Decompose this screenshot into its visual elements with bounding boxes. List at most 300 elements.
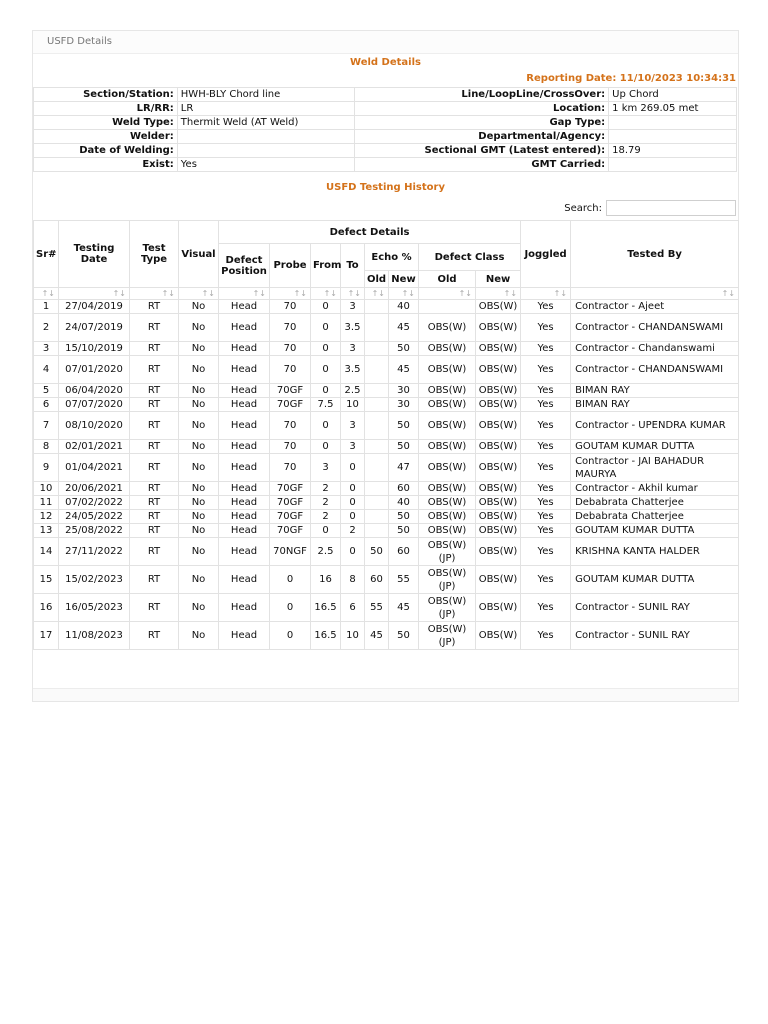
cell-test-type: RT [130,538,179,566]
detail-value [609,116,737,130]
cell-probe: 70GF [270,496,311,510]
cell-to: 8 [341,566,365,594]
col-testing-date[interactable]: Testing Date [59,221,130,288]
cell-echo-new: 45 [389,356,419,384]
cell-to: 10 [341,398,365,412]
cell-test-type: RT [130,412,179,440]
weld-details-table [33,87,737,172]
cell-test-type: RT [130,510,179,524]
cell-from: 16 [311,566,341,594]
cell-echo-new: 30 [389,384,419,398]
cell-to: 6 [341,594,365,622]
col-echo-new[interactable]: New [389,271,419,288]
cell-to: 10 [341,622,365,650]
detail-label: Departmental/Agency: [354,130,609,144]
panel-footer [33,688,738,701]
cell-tested-by: Contractor - CHANDANSWAMI [571,356,739,384]
col-class-new[interactable]: New [476,271,521,288]
cell-visual: No [179,454,219,482]
cell-sr: 13 [34,524,59,538]
cell-test-type: RT [130,342,179,356]
cell-defect-position: Head [219,538,270,566]
cell-sr: 1 [34,300,59,314]
cell-tested-by: Contractor - JAI BAHADUR MAURYA [571,454,739,482]
weld-details-title: Weld Details [350,57,421,68]
col-from[interactable]: From [311,244,341,288]
cell-sr: 17 [34,622,59,650]
cell-tested-by: Debabrata Chatterjee [571,510,739,524]
cell-joggled: Yes [521,622,571,650]
cell-class-new: OBS(W) [476,398,521,412]
cell-echo-new: 50 [389,342,419,356]
col-sr[interactable]: Sr# [34,221,59,288]
cell-class-old: OBS(W) (JP) [419,538,476,566]
table-row [34,440,739,454]
cell-to: 3 [341,412,365,440]
detail-value: Up Chord [609,88,737,102]
cell-tested-by: Contractor - Ajeet [571,300,739,314]
cell-testing-date: 24/07/2019 [59,314,130,342]
sort-icon[interactable]: ↑↓ [365,288,389,300]
detail-value: 18.79 [609,144,737,158]
sort-icon[interactable]: ↑↓ [419,288,476,300]
cell-from: 2 [311,482,341,496]
table-row [34,398,739,412]
cell-sr: 5 [34,384,59,398]
cell-visual: No [179,314,219,342]
detail-row [34,158,737,172]
cell-echo-new: 30 [389,398,419,412]
cell-tested-by: Contractor - SUNIL RAY [571,622,739,650]
cell-class-old: OBS(W) [419,510,476,524]
cell-defect-position: Head [219,356,270,384]
cell-from: 0 [311,524,341,538]
cell-visual: No [179,524,219,538]
detail-value: Yes [177,158,354,172]
cell-testing-date: 27/11/2022 [59,538,130,566]
cell-visual: No [179,300,219,314]
cell-echo-new: 47 [389,454,419,482]
cell-defect-position: Head [219,524,270,538]
cell-defect-position: Head [219,454,270,482]
table-row [34,538,739,566]
cell-class-new: OBS(W) [476,314,521,342]
detail-value: LR [177,102,354,116]
cell-from: 0 [311,440,341,454]
col-defect-position[interactable]: Defect Position [219,244,270,288]
cell-echo-old: 55 [365,594,389,622]
cell-class-new: OBS(W) [476,622,521,650]
cell-sr: 15 [34,566,59,594]
cell-sr: 3 [34,342,59,356]
detail-row [34,88,737,102]
cell-class-old: OBS(W) [419,314,476,342]
sort-icon[interactable]: ↑↓ [571,288,739,300]
cell-from: 7.5 [311,398,341,412]
cell-echo-old [365,524,389,538]
col-tested-by[interactable]: Tested By [571,221,739,288]
cell-class-new: OBS(W) [476,524,521,538]
cell-joggled: Yes [521,496,571,510]
cell-class-new: OBS(W) [476,412,521,440]
cell-class-new: OBS(W) [476,300,521,314]
cell-from: 0 [311,384,341,398]
cell-echo-old [365,398,389,412]
cell-class-old: OBS(W) [419,524,476,538]
cell-tested-by: Contractor - Akhil kumar [571,482,739,496]
cell-to: 0 [341,538,365,566]
cell-class-old: OBS(W) [419,384,476,398]
cell-sr: 7 [34,412,59,440]
table-row [34,566,739,594]
detail-value: 1 km 269.05 met [609,102,737,116]
cell-echo-new: 50 [389,440,419,454]
cell-probe: 70 [270,300,311,314]
cell-to: 2 [341,524,365,538]
table-row [34,314,739,342]
detail-value [177,130,354,144]
cell-to: 3 [341,300,365,314]
detail-label: Line/LoopLine/CrossOver: [354,88,609,102]
cell-visual: No [179,412,219,440]
cell-testing-date: 07/01/2020 [59,356,130,384]
sort-icon[interactable]: ↑↓ [270,288,311,300]
cell-defect-position: Head [219,314,270,342]
cell-sr: 12 [34,510,59,524]
table-row [34,384,739,398]
cell-joggled: Yes [521,300,571,314]
cell-class-new: OBS(W) [476,594,521,622]
cell-joggled: Yes [521,342,571,356]
usfd-details-panel [32,30,739,702]
cell-test-type: RT [130,622,179,650]
cell-sr: 2 [34,314,59,342]
cell-echo-new: 55 [389,566,419,594]
cell-tested-by: KRISHNA KANTA HALDER [571,538,739,566]
cell-class-old: OBS(W) [419,496,476,510]
cell-defect-position: Head [219,412,270,440]
detail-label: Weld Type: [34,116,178,130]
cell-visual: No [179,440,219,454]
table-row [34,300,739,314]
detail-label: Section/Station: [34,88,178,102]
cell-defect-position: Head [219,342,270,356]
cell-testing-date: 20/06/2021 [59,482,130,496]
cell-test-type: RT [130,384,179,398]
cell-visual: No [179,398,219,412]
cell-test-type: RT [130,300,179,314]
cell-defect-position: Head [219,482,270,496]
detail-label: Date of Welding: [34,144,178,158]
cell-testing-date: 15/10/2019 [59,342,130,356]
cell-test-type: RT [130,496,179,510]
detail-row [34,102,737,116]
cell-echo-new: 50 [389,412,419,440]
sort-icon[interactable]: ↑↓ [389,288,419,300]
sort-icon[interactable]: ↑↓ [179,288,219,300]
cell-visual: No [179,510,219,524]
col-probe[interactable]: Probe [270,244,311,288]
cell-echo-old: 50 [365,538,389,566]
detail-label: Exist: [34,158,178,172]
table-row [34,524,739,538]
cell-visual: No [179,594,219,622]
cell-probe: 70GF [270,398,311,412]
cell-from: 16.5 [311,622,341,650]
cell-tested-by: Debabrata Chatterjee [571,496,739,510]
col-defect-details: Defect Details [219,221,521,244]
cell-from: 2 [311,510,341,524]
cell-class-new: OBS(W) [476,566,521,594]
cell-class-new: OBS(W) [476,454,521,482]
sort-icon[interactable]: ↑↓ [521,288,571,300]
cell-to: 2.5 [341,384,365,398]
cell-joggled: Yes [521,510,571,524]
cell-defect-position: Head [219,496,270,510]
table-row [34,594,739,622]
col-visual[interactable]: Visual [179,221,219,288]
cell-class-new: OBS(W) [476,440,521,454]
cell-echo-new: 50 [389,524,419,538]
cell-from: 0 [311,356,341,384]
cell-sr: 8 [34,440,59,454]
cell-defect-position: Head [219,398,270,412]
cell-to: 3.5 [341,314,365,342]
cell-probe: 70 [270,342,311,356]
cell-sr: 6 [34,398,59,412]
cell-defect-position: Head [219,622,270,650]
cell-class-new: OBS(W) [476,384,521,398]
cell-to: 0 [341,496,365,510]
cell-testing-date: 27/04/2019 [59,300,130,314]
testing-history-title: USFD Testing History [326,182,445,193]
cell-testing-date: 25/08/2022 [59,524,130,538]
cell-probe: 70 [270,356,311,384]
cell-visual: No [179,622,219,650]
reporting-date: Reporting Date: 11/10/2023 10:34:31 [526,73,736,84]
col-echo-old[interactable]: Old [365,271,389,288]
detail-value [177,144,354,158]
cell-joggled: Yes [521,384,571,398]
cell-echo-old: 45 [365,622,389,650]
cell-class-old: OBS(W) [419,482,476,496]
cell-echo-old [365,510,389,524]
cell-test-type: RT [130,440,179,454]
cell-echo-new: 45 [389,594,419,622]
col-defect-class: Defect Class [419,244,521,271]
cell-echo-new: 45 [389,314,419,342]
sort-icon[interactable]: ↑↓ [311,288,341,300]
cell-to: 0 [341,510,365,524]
cell-tested-by: GOUTAM KUMAR DUTTA [571,440,739,454]
cell-class-new: OBS(W) [476,496,521,510]
cell-visual: No [179,342,219,356]
cell-probe: 70GF [270,482,311,496]
cell-defect-position: Head [219,384,270,398]
cell-class-new: OBS(W) [476,482,521,496]
cell-class-old: OBS(W) (JP) [419,594,476,622]
cell-echo-new: 60 [389,482,419,496]
cell-echo-old [365,300,389,314]
cell-from: 2.5 [311,538,341,566]
cell-class-old: OBS(W) (JP) [419,566,476,594]
panel-title: USFD Details [33,31,738,54]
cell-class-new: OBS(W) [476,510,521,524]
cell-from: 16.5 [311,594,341,622]
cell-probe: 70 [270,440,311,454]
testing-history-table [33,220,739,650]
cell-sr: 4 [34,356,59,384]
cell-defect-position: Head [219,566,270,594]
cell-class-old: OBS(W) [419,412,476,440]
sort-icon[interactable]: ↑↓ [130,288,179,300]
cell-class-old [419,300,476,314]
cell-joggled: Yes [521,454,571,482]
detail-value [609,158,737,172]
detail-row [34,144,737,158]
detail-label: Welder: [34,130,178,144]
sort-icon[interactable]: ↑↓ [219,288,270,300]
cell-visual: No [179,538,219,566]
cell-sr: 11 [34,496,59,510]
cell-testing-date: 01/04/2021 [59,454,130,482]
cell-echo-new: 40 [389,300,419,314]
cell-class-old: OBS(W) [419,356,476,384]
detail-value: HWH-BLY Chord line [177,88,354,102]
cell-tested-by: Contractor - SUNIL RAY [571,594,739,622]
detail-label: Gap Type: [354,116,609,130]
cell-visual: No [179,482,219,496]
cell-defect-position: Head [219,440,270,454]
cell-echo-new: 50 [389,510,419,524]
cell-test-type: RT [130,524,179,538]
cell-echo-old [365,412,389,440]
sort-icon[interactable]: ↑↓ [59,288,130,300]
cell-joggled: Yes [521,566,571,594]
search-input[interactable] [606,200,736,216]
cell-class-new: OBS(W) [476,538,521,566]
col-class-old[interactable]: Old [419,271,476,288]
table-row [34,482,739,496]
cell-echo-old: 60 [365,566,389,594]
cell-sr: 9 [34,454,59,482]
cell-tested-by: BIMAN RAY [571,398,739,412]
detail-label: GMT Carried: [354,158,609,172]
table-row [34,510,739,524]
table-row [34,622,739,650]
cell-class-old: OBS(W) (JP) [419,622,476,650]
cell-probe: 70GF [270,524,311,538]
cell-testing-date: 24/05/2022 [59,510,130,524]
cell-tested-by: GOUTAM KUMAR DUTTA [571,524,739,538]
sort-icon[interactable]: ↑↓ [34,288,59,300]
col-test-type[interactable]: Test Type [130,221,179,288]
cell-probe: 0 [270,622,311,650]
cell-testing-date: 11/08/2023 [59,622,130,650]
cell-probe: 70 [270,314,311,342]
col-echo: Echo % [365,244,419,271]
table-row [34,356,739,384]
cell-echo-old [365,496,389,510]
cell-tested-by: Contractor - UPENDRA KUMAR [571,412,739,440]
cell-from: 0 [311,314,341,342]
table-row [34,412,739,440]
cell-echo-old [365,454,389,482]
cell-visual: No [179,496,219,510]
cell-joggled: Yes [521,482,571,496]
cell-echo-new: 40 [389,496,419,510]
cell-test-type: RT [130,314,179,342]
cell-test-type: RT [130,356,179,384]
cell-test-type: RT [130,594,179,622]
cell-sr: 14 [34,538,59,566]
cell-sr: 10 [34,482,59,496]
cell-joggled: Yes [521,356,571,384]
sort-icon[interactable]: ↑↓ [341,288,365,300]
cell-echo-old [365,342,389,356]
cell-echo-new: 60 [389,538,419,566]
cell-to: 0 [341,454,365,482]
cell-from: 3 [311,454,341,482]
cell-testing-date: 16/05/2023 [59,594,130,622]
cell-joggled: Yes [521,440,571,454]
cell-tested-by: BIMAN RAY [571,384,739,398]
cell-echo-old [365,314,389,342]
cell-from: 0 [311,412,341,440]
detail-row [34,116,737,130]
cell-echo-old [365,440,389,454]
cell-tested-by: Contractor - CHANDANSWAMI [571,314,739,342]
cell-to: 3 [341,440,365,454]
cell-testing-date: 07/02/2022 [59,496,130,510]
cell-test-type: RT [130,482,179,496]
cell-echo-old [365,384,389,398]
cell-from: 0 [311,300,341,314]
cell-defect-position: Head [219,594,270,622]
cell-tested-by: Contractor - Chandanswami [571,342,739,356]
cell-testing-date: 15/02/2023 [59,566,130,594]
detail-label: LR/RR: [34,102,178,116]
cell-probe: 70 [270,454,311,482]
cell-visual: No [179,566,219,594]
cell-echo-old [365,356,389,384]
cell-test-type: RT [130,566,179,594]
cell-class-old: OBS(W) [419,440,476,454]
table-row [34,454,739,482]
cell-to: 3.5 [341,356,365,384]
cell-defect-position: Head [219,300,270,314]
detail-value: Thermit Weld (AT Weld) [177,116,354,130]
cell-sr: 16 [34,594,59,622]
cell-from: 2 [311,496,341,510]
cell-probe: 70GF [270,384,311,398]
cell-echo-old [365,482,389,496]
cell-probe: 70GF [270,510,311,524]
col-joggled[interactable]: Joggled [521,221,571,288]
cell-testing-date: 07/07/2020 [59,398,130,412]
sort-icon[interactable]: ↑↓ [476,288,521,300]
cell-testing-date: 08/10/2020 [59,412,130,440]
cell-class-old: OBS(W) [419,454,476,482]
cell-testing-date: 06/04/2020 [59,384,130,398]
cell-joggled: Yes [521,524,571,538]
table-row [34,496,739,510]
cell-joggled: Yes [521,412,571,440]
cell-class-old: OBS(W) [419,398,476,412]
cell-test-type: RT [130,398,179,412]
col-to[interactable]: To [341,244,365,288]
cell-visual: No [179,384,219,398]
